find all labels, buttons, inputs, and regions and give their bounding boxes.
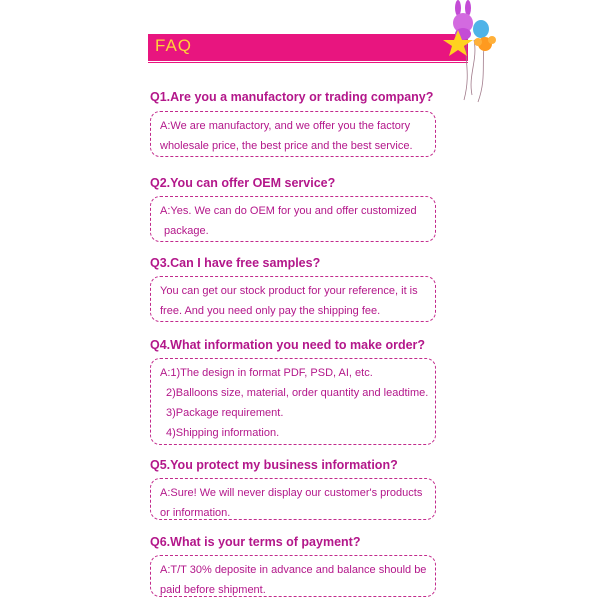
answer-line: 2)Balloons size, material, order quantity and leadtime. bbox=[166, 387, 429, 399]
answer-line: A:T/T 30% deposite in advance and balance should be bbox=[160, 564, 427, 576]
faq-answer-6 bbox=[150, 555, 436, 597]
answer-line: paid before shipment. bbox=[160, 584, 266, 596]
answer-line: wholesale price, the best price and the best service. bbox=[160, 140, 413, 152]
faq-question-2: Q2.You can offer OEM service? bbox=[150, 176, 336, 190]
faq-answer-1 bbox=[150, 111, 436, 157]
answer-line: A:Sure! We will never display our customer's products bbox=[160, 487, 423, 499]
faq-question-6: Q6.What is your terms of payment? bbox=[150, 535, 361, 549]
faq-answer-5 bbox=[150, 478, 436, 520]
faq-question-5: Q5.You protect my business information? bbox=[150, 458, 398, 472]
answer-line: A:We are manufactory, and we offer you the factory bbox=[160, 120, 411, 132]
answer-line: You can get our stock product for your reference, it is bbox=[160, 285, 418, 297]
faq-question-1: Q1.Are you a manufactory or trading company? bbox=[150, 90, 434, 104]
header-divider bbox=[148, 62, 468, 63]
answer-line: 4)Shipping information. bbox=[166, 427, 280, 439]
answer-line: free. And you need only pay the shipping fee. bbox=[160, 305, 381, 317]
faq-question-4: Q4.What information you need to make order? bbox=[150, 338, 426, 352]
balloons-icon bbox=[438, 0, 508, 105]
answer-line: 3)Package requirement. bbox=[166, 407, 284, 419]
answer-line: A:1)The design in format PDF, PSD, AI, etc. bbox=[160, 367, 373, 379]
page-title: FAQ bbox=[155, 36, 193, 55]
faq-answer-3 bbox=[150, 276, 436, 322]
faq-header-bar bbox=[148, 34, 468, 61]
faq-question-3: Q3.Can I have free samples? bbox=[150, 256, 321, 270]
answer-line: or information. bbox=[160, 507, 231, 519]
faq-answer-4 bbox=[150, 358, 436, 445]
answer-line: package. bbox=[164, 225, 209, 237]
faq-answer-2 bbox=[150, 196, 436, 242]
answer-line: A:Yes. We can do OEM for you and offer customized bbox=[160, 205, 417, 217]
